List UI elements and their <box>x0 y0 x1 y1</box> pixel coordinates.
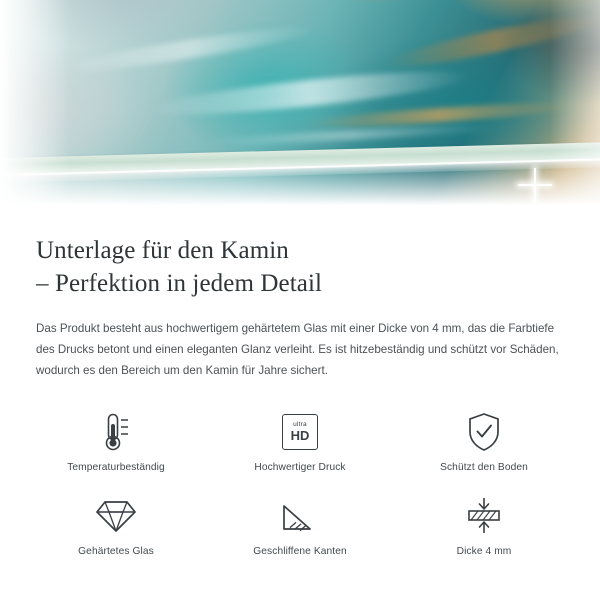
feature-item <box>208 403 392 473</box>
product-description: Das Produkt besteht aus hochwertigem gehärtetem Glas mit einer Dicke von 4 mm, das die Farbtiefe des Drucks betont und einen eleganten Glanz verleiht. Es ist hitzebeständig und schützt vor Schäden, wodurch es den Bereich um den Kamin für Jahre sichert. <box>36 322 559 377</box>
hero-product-image <box>0 0 600 222</box>
polished-edges-icon <box>280 493 320 539</box>
feature-item <box>208 487 392 557</box>
shield-check-icon <box>464 409 504 455</box>
badge-top-text: ultra <box>293 420 307 428</box>
ultra-hd-badge-icon <box>282 409 318 455</box>
feature-item <box>24 487 208 557</box>
feature-label: Temperaturbeständig <box>67 462 165 473</box>
thickness-arrows-icon <box>464 493 504 539</box>
feature-item <box>392 487 576 557</box>
thermometer-icon <box>95 409 137 455</box>
feature-label: Geschliffene Kanten <box>253 546 347 557</box>
feature-label: Gehärtetes Glas <box>78 546 154 557</box>
badge-bottom-text: HD <box>290 428 310 444</box>
feature-grid <box>24 403 576 557</box>
feature-label: Schützt den Boden <box>440 462 528 473</box>
feature-label: Hochwertiger Druck <box>254 462 346 473</box>
content-section <box>0 222 600 557</box>
image-fade-bottom <box>0 162 600 222</box>
page-title <box>36 234 564 300</box>
feature-label: Dicke 4 mm <box>456 546 512 557</box>
headline-line-1: Unterlage für den Kamin <box>36 237 289 264</box>
headline-line-2: – Perfektion in jedem Detail <box>36 270 323 297</box>
diamond-icon <box>94 493 138 539</box>
feature-item <box>392 403 576 473</box>
feature-item <box>24 403 208 473</box>
